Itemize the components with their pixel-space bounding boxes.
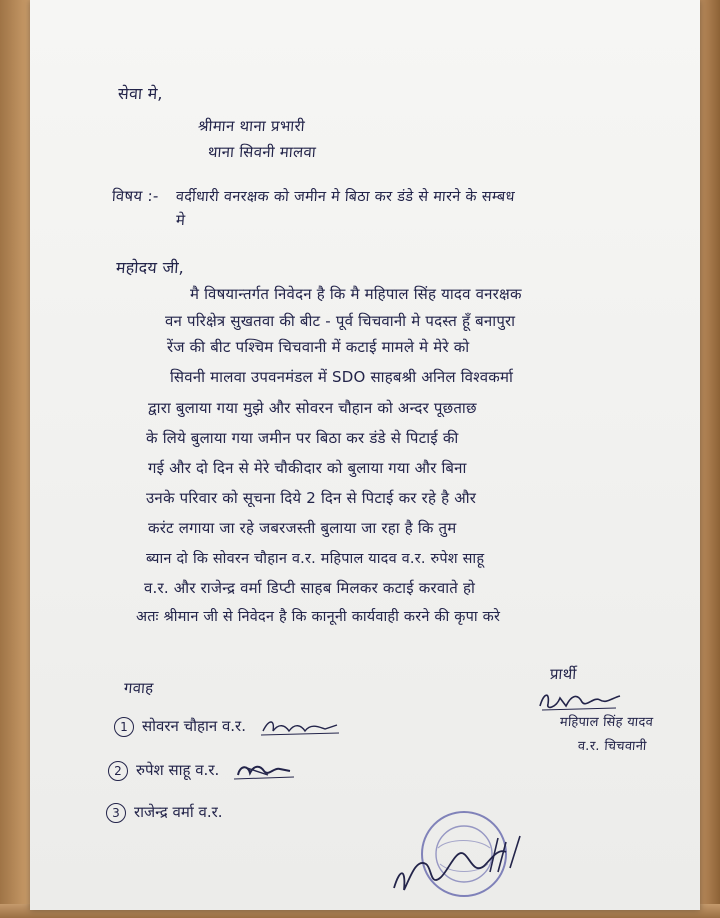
recipient-line-2: थाना सिवनी मालवा	[207, 143, 317, 161]
body-line: ब्यान दो कि सोवरन चौहान व.र. महिपाल यादव व.र. रुपेश साहू	[146, 551, 485, 567]
witness-signature	[234, 761, 294, 781]
witness-label: गवाह	[123, 679, 155, 697]
body-line: व.र. और राजेन्द्र वर्मा डिप्टी साहब मिलकर कटाई करवाते हो	[144, 579, 476, 597]
sender-signature	[536, 686, 626, 714]
witness-signature	[261, 717, 341, 737]
subject-line-1: वर्दीधारी वनरक्षक को जमीन मे बिठा कर डंडे से मारने के सम्बध	[175, 189, 516, 205]
prarthi-label: प्रार्थी	[549, 665, 578, 683]
witness-number: 2	[108, 761, 128, 781]
body-line: सिवनी मालवा उपवनमंडल में SDO साहबश्री अनिल विश्वकर्मा	[170, 368, 514, 386]
body-line: के लिये बुलाया गया जमीन पर बिठा कर डंडे से पिटाई की	[146, 429, 459, 447]
sender-designation: व.र. चिचवानी	[577, 739, 648, 754]
witness-item	[106, 802, 223, 823]
body-line: गई और दो दिन से मेरे चौकीदार को बुलाया गया और बिना	[148, 459, 467, 477]
witness-number: 3	[106, 803, 126, 823]
witness-name: रुपेश साहू व.र.	[136, 761, 220, 779]
recipient-line-1: श्रीमान थाना प्रभारी	[197, 117, 306, 135]
body-line: अतः श्रीमान जी से निवेदन है कि कानूनी कार्यवाही करने की कृपा करे	[136, 609, 501, 625]
body-line: उनके परिवार को सूचना दिये 2 दिन से पिटाई कर रहे है और	[146, 489, 477, 507]
witness-number: 1	[114, 717, 134, 737]
witness-item	[114, 716, 341, 737]
body-line: करंट लगाया जा रहे जबरजस्ती बुलाया जा रहा है कि तुम	[148, 519, 457, 537]
subject-line-2: मे	[175, 211, 186, 229]
handwritten-letter-page	[30, 0, 700, 910]
stamp-signature	[386, 828, 536, 904]
greeting: महोदय जी,	[115, 258, 185, 277]
body-line: रेंज की बीट पश्चिम चिचवानी में कटाई मामले मे मेरे को	[167, 338, 470, 356]
witness-item	[108, 760, 294, 781]
salutation-to: सेवा मे,	[117, 84, 164, 103]
witness-name: राजेन्द्र वर्मा व.र.	[134, 803, 223, 821]
body-line: द्वारा बुलाया गया मुझे और सोवरन चौहान को अन्दर पूछताछ	[148, 399, 477, 417]
body-line: मै विषयान्तर्गत निवेदन है कि मै महिपाल सिंह यादव वनरक्षक	[190, 285, 522, 303]
sender-name: महिपाल सिंह यादव	[559, 715, 654, 730]
witness-name: सोवरन चौहान व.र.	[142, 717, 246, 735]
subject-label: विषय :-	[111, 187, 160, 205]
body-line: वन परिक्षेत्र सुखतवा की बीट - पूर्व चिचवानी मे पदस्त हूँ बनापुरा	[165, 312, 516, 330]
